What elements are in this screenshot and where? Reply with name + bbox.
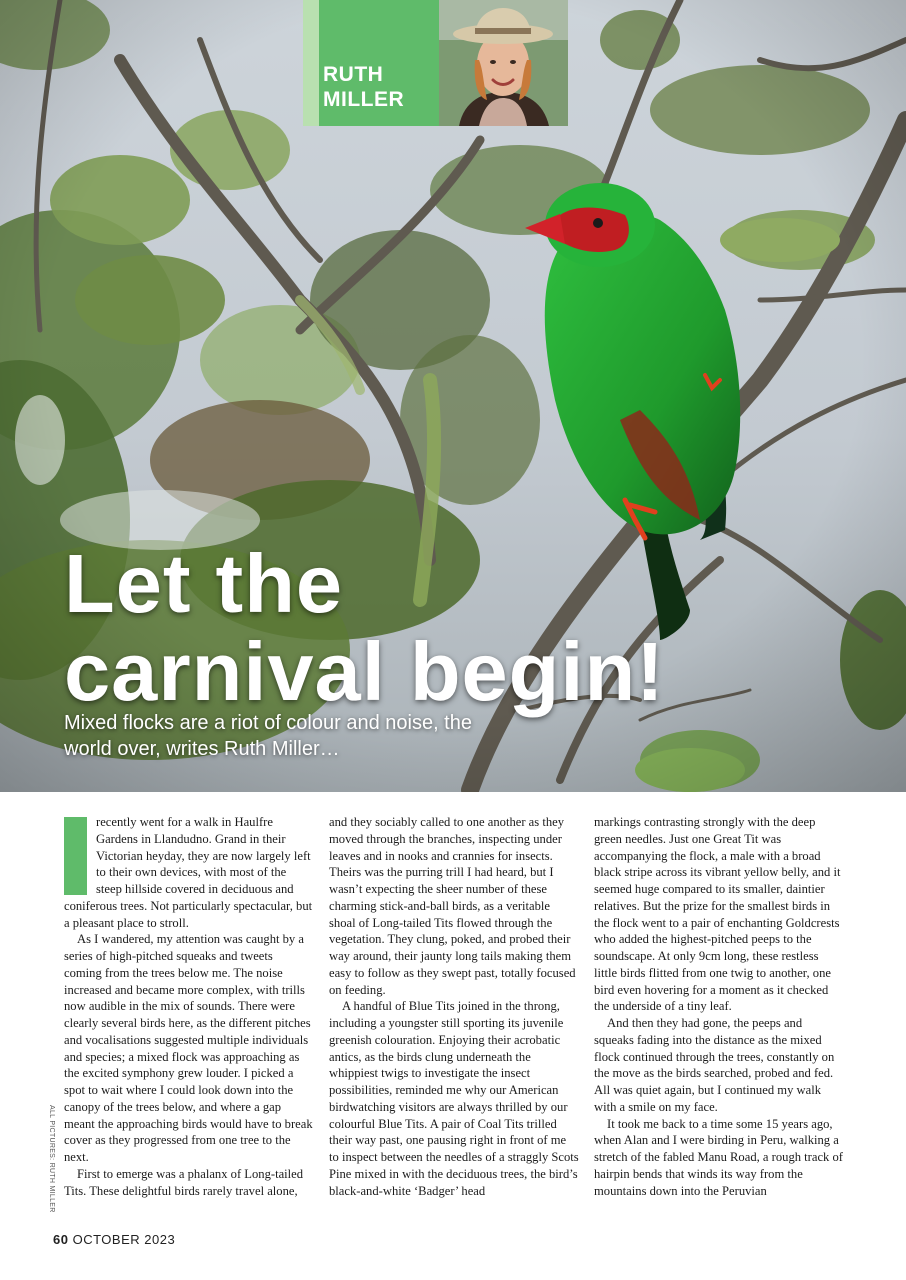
picture-credit-text: ALL PICTURES: RUTH MILLER xyxy=(48,1105,55,1213)
headline-line-1: Let the xyxy=(64,537,344,630)
standfirst: Mixed flocks are a riot of colour and noise, the world over, writes Ruth Miller… xyxy=(64,712,472,760)
author-tag-stripe xyxy=(303,0,319,126)
drop-cap-block xyxy=(64,817,87,895)
body-paragraph: recently went for a walk in Haulfre Gardens in Llandudno. Grand in their Victorian heyday, they are now largely left to their own devices, with most of the steep hillside covered in deciduous and coniferous trees. Not particularly spectacular, but a pleasant place to stroll. xyxy=(64,815,313,930)
headline-line-2: carnival begin! xyxy=(64,625,665,718)
author-portrait xyxy=(439,0,568,126)
picture-credit xyxy=(45,1105,55,1213)
body-paragraph: It took me back to a time some 15 years ago, when Alan and I were birding in Peru, walking a stretch of the fabled Manu Road, a rough track of hairpin bends that winds its way from the mountains down into the Peruvian xyxy=(594,1116,843,1198)
body-column-3 xyxy=(594,814,844,1199)
body-paragraph: As I wandered, my attention was caught by a series of high-pitched squeaks and tweets coming from the trees below me. The noise increased and became more complex, with trills now audible in the mix of sounds. There were clearly several birds here, as the different pitches and vocalisations suggested multiple individuals and species; a mixed flock was approaching as the excited symphony grew louder. I picked a spot to wait where I could look down into the canopy of the trees below, and where a gap meant the approaching birds would have to break cover as they progressed from one tree to the next. xyxy=(64,932,313,1164)
body-column-2 xyxy=(329,814,579,1199)
body-paragraph: First to emerge was a phalanx of Long-tailed Tits. These delightful birds rarely travel alone, xyxy=(64,1166,304,1198)
body-paragraph: And then they had gone, the peeps and squeaks fading into the distance as the mixed flock continued through the trees, constantly on the move as the birds searched, probed and fed. All was quiet again, but I continued my walk with a smile on my face. xyxy=(594,1016,835,1114)
body-paragraph: markings contrasting strongly with the deep green needles. Just one Great Tit was accompanying the flock, a male with a broad black stripe across its vibrant yellow belly, and it seemed huge compared to its smaller, daintier relatives. But the prize for the smallest birds in the flock went to a pair of enchanting Goldcrests who added the highest-pitched peeps to the soundscape. At only 9cm long, these restless little birds flitted from one twig to another, one bird even hovering for a moment as it checked the underside of a tiny leaf. xyxy=(594,815,841,1014)
page-number: 60 xyxy=(53,1232,69,1247)
body-paragraph: and they sociably called to one another as they moved through the branches, inspecting under leaves and in nooks and crannies for insects. Theirs was the purring trill I had heard, but I wasn’t expecting the sheer number of these charming stick-and-ball birds, as a veritable shoal of Long-tailed Tits flowed through the vegetation. They clung, poked, and probed their way around, their jaunty long tails making them easy to follow as they swept past, totally focused on feeding. xyxy=(329,815,576,997)
author-tag xyxy=(303,0,568,126)
author-first-name: RUTH xyxy=(323,63,384,86)
issue-date: OCTOBER 2023 xyxy=(72,1232,176,1247)
body-column-1 xyxy=(64,814,313,1199)
author-name xyxy=(323,62,439,112)
headline xyxy=(64,537,864,718)
body-paragraph: A handful of Blue Tits joined in the throng, including a youngster still sporting its juvenile greenish colouration. Enjoying their acrobatic antics, as the birds clung underneath the whippiest twigs to investigate the insect possibilities, reminded me why our American birdwatching visitors are always thrilled by our colourful Blue Tits. A pair of Coal Tits trilled their way past, one pausing right in front of me to inspect between the needles of a straggly Scots Pine mixed in with the deciduous trees, the bird’s black-and-white ‘Badger’ head xyxy=(329,999,579,1198)
page-folio xyxy=(53,1232,175,1247)
author-last-name: MILLER xyxy=(323,88,405,111)
